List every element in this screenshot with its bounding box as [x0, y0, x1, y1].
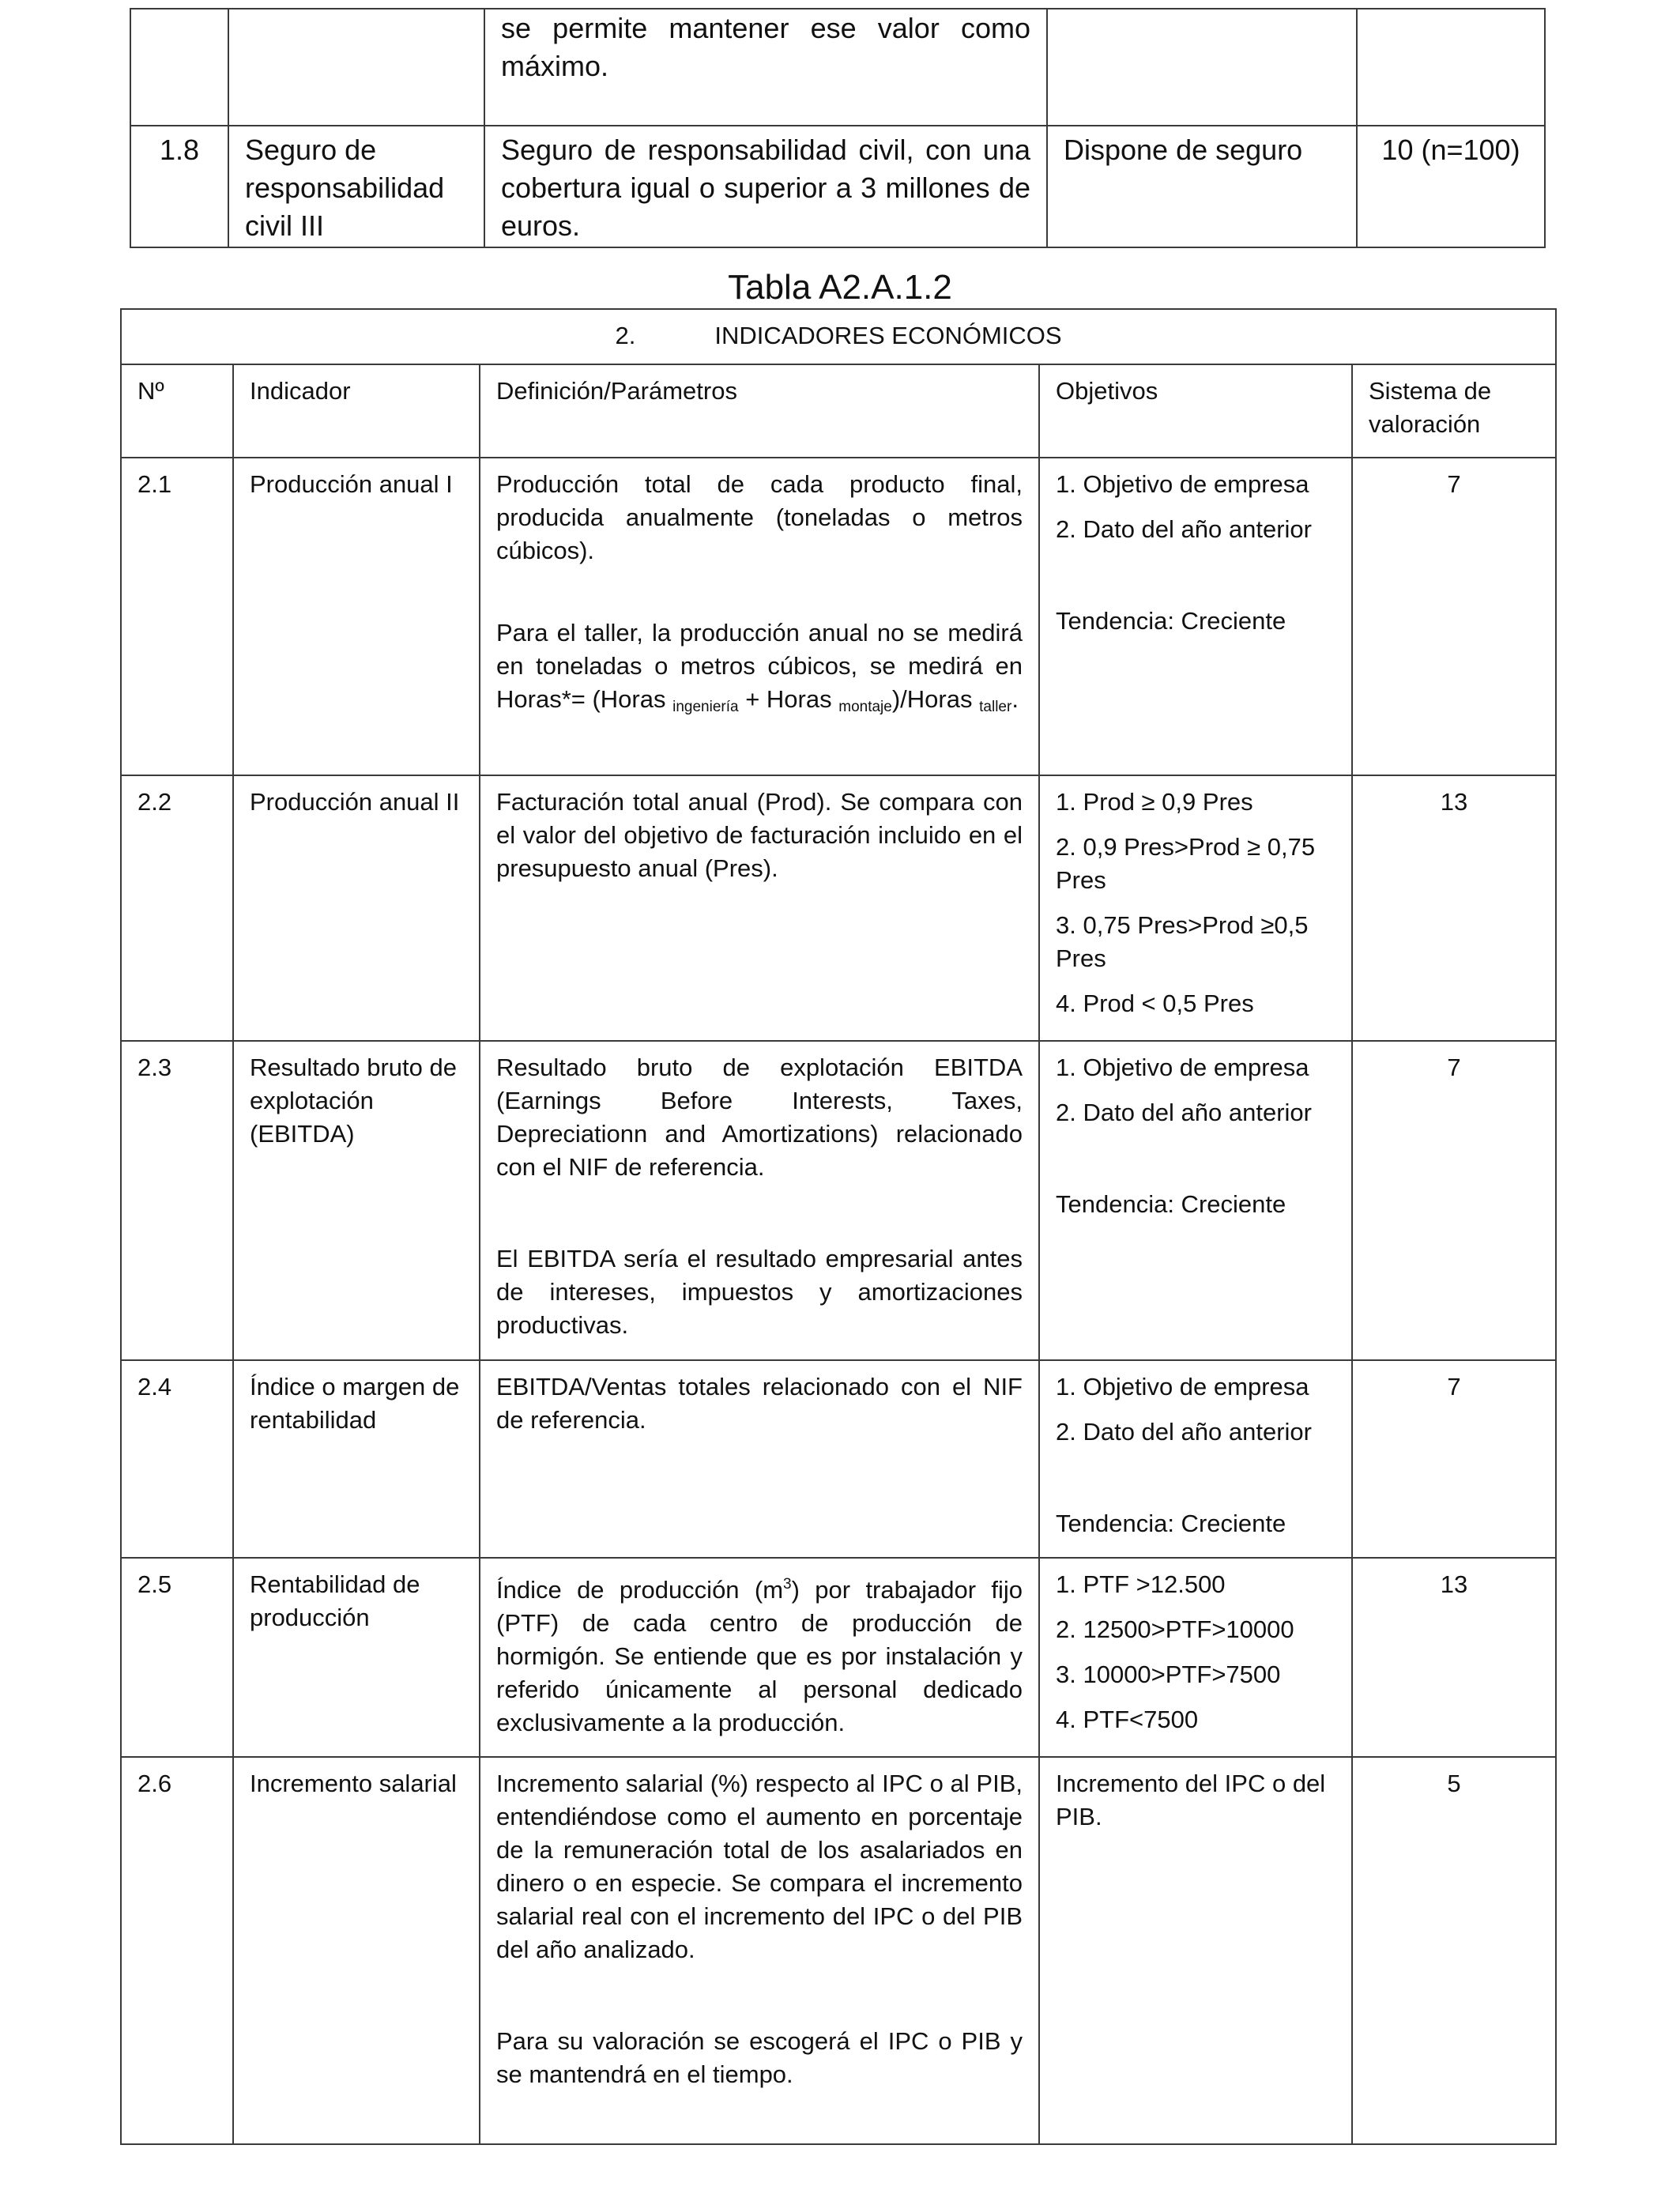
definition-text: ) por trabajador fijo (PTF) de cada centro de producción de hormigón. Se entiende que es por instalación y referido únicamente al personal dedicado exclusivamente a la producción.: [496, 1576, 1023, 1736]
row-number: [130, 9, 228, 126]
objective-item: 3. 10000>PTF>7500: [1056, 1661, 1281, 1688]
indicator-objectives: [1039, 775, 1352, 1041]
table-row: [130, 126, 1545, 247]
table-caption: Tabla A2.A.1.2: [728, 268, 952, 307]
definition-paragraph: Incremento salarial (%) respecto al IPC o al PIB, entendiéndose como el aumento en porcentaje de la remuneración total de los asalariados en dinero o en especie. Se compara el incremento salarial real con el incremento del IPC o del PIB del año analizado.: [496, 1770, 1023, 1963]
indicator-definition: Facturación total anual (Prod). Se compara con el valor del objetivo de facturación incluido en el presupuesto anual (Pres).: [480, 775, 1039, 1041]
indicator-score: 7: [1352, 1041, 1556, 1360]
indicator-score: 13: [1352, 775, 1556, 1041]
objective-item: 1. Objetivo de empresa: [1056, 1054, 1309, 1081]
section-title: [121, 309, 1556, 364]
row-number: 2.6: [121, 1757, 233, 2144]
row-number: 1.8: [130, 126, 228, 247]
header-indicator: Indicador: [233, 364, 480, 458]
table-row: [121, 775, 1556, 1041]
table-row: [121, 1041, 1556, 1360]
indicator-definition: Seguro de responsabilidad civil, con una cobertura igual o superior a 3 millones de euros.: [484, 126, 1047, 247]
superscript: 3: [783, 1576, 792, 1593]
indicator-objectives: [1039, 1041, 1352, 1360]
objective-trend: Tendencia: Creciente: [1056, 607, 1286, 635]
definition-text: )/Horas: [891, 685, 973, 713]
definition-paragraph: Producción total de cada producto final, producida anualmente (toneladas o metros cúbicos).: [496, 470, 1023, 564]
indicator-score: 7: [1352, 1360, 1556, 1558]
subscript: montaje: [838, 699, 892, 715]
definition-paragraph: El EBITDA sería el resultado empresarial antes de intereses, impuestos y amortizaciones productivas.: [496, 1245, 1023, 1339]
definition-text: Índice de producción (m: [496, 1576, 784, 1604]
header-score: Sistema de valoración: [1352, 364, 1556, 458]
objective-item: 1. Objetivo de empresa: [1056, 470, 1309, 498]
indicator-name: [228, 9, 484, 126]
section-header-row: [121, 309, 1556, 364]
indicator-name: Producción anual II: [233, 775, 480, 1041]
indicator-score: 5: [1352, 1757, 1556, 2144]
table-row: [130, 9, 1545, 126]
objective-item: 2. 0,9 Pres>Prod ≥ 0,75 Pres: [1056, 833, 1316, 894]
objective-item: 3. 0,75 Pres>Prod ≥0,5 Pres: [1056, 911, 1309, 972]
indicator-objective: Dispone de seguro: [1047, 126, 1357, 247]
indicator-objective: [1047, 9, 1357, 126]
indicator-name: Seguro de responsabilidad civil III: [228, 126, 484, 247]
definition-paragraph: [496, 616, 1023, 724]
objective-item: 1. Objetivo de empresa: [1056, 1373, 1309, 1400]
economic-indicators-table: [120, 308, 1557, 2145]
definition-text: Para el taller, la producción anual no se medirá en toneladas o metros cúbicos, se medirá en Horas*= (Horas: [496, 619, 1023, 713]
objective-item: 2. Dato del año anterior: [1056, 1099, 1312, 1126]
indicator-definition: [480, 1558, 1039, 1757]
indicator-objectives: [1039, 1360, 1352, 1558]
row-number: 2.3: [121, 1041, 233, 1360]
definition-text: .: [1011, 685, 1019, 713]
column-header-row: [121, 364, 1556, 458]
indicator-definition: [480, 1041, 1039, 1360]
objective-item: 1. Prod ≥ 0,9 Pres: [1056, 788, 1253, 816]
definition-text: + Horas: [745, 685, 832, 713]
definition-paragraph: Resultado bruto de explotación EBITDA (Earnings Before Interests, Taxes, Depreciationn and Amortizations) relacionado con el NIF de referencia.: [496, 1054, 1023, 1181]
subscript: ingeniería: [672, 699, 739, 715]
indicator-score: 10 (n=100): [1357, 126, 1545, 247]
indicator-definition: [480, 458, 1039, 775]
header-num: Nº: [121, 364, 233, 458]
indicator-name: Producción anual I: [233, 458, 480, 775]
previous-indicators-table: [130, 8, 1546, 248]
objective-item: 4. PTF<7500: [1056, 1706, 1199, 1733]
definition-paragraph: Para su valoración se escogerá el IPC o PIB y se mantendrá en el tiempo.: [496, 2027, 1023, 2088]
table-row: [121, 458, 1556, 775]
indicator-score: 13: [1352, 1558, 1556, 1757]
indicator-name: Incremento salarial: [233, 1757, 480, 2144]
objective-item: 2. 12500>PTF>10000: [1056, 1615, 1294, 1643]
indicator-name: Rentabilidad de producción: [233, 1558, 480, 1757]
indicator-score: [1357, 9, 1545, 126]
objective-item: 1. PTF >12.500: [1056, 1570, 1226, 1598]
table-row: [121, 1558, 1556, 1757]
indicator-definition: se permite mantener ese valor como máximo.: [484, 9, 1047, 126]
header-objectives: Objetivos: [1039, 364, 1352, 458]
row-number: 2.2: [121, 775, 233, 1041]
objective-item: 4. Prod < 0,5 Pres: [1056, 990, 1254, 1017]
indicator-definition: [480, 1757, 1039, 2144]
objective-item: 2. Dato del año anterior: [1056, 515, 1312, 543]
row-number: 2.4: [121, 1360, 233, 1558]
header-definition: Definición/Parámetros: [480, 364, 1039, 458]
objective-trend: Tendencia: Creciente: [1056, 1510, 1286, 1537]
row-number: 2.1: [121, 458, 233, 775]
indicator-objectives: [1039, 1558, 1352, 1757]
table-row: [121, 1360, 1556, 1558]
indicator-objectives: [1039, 458, 1352, 775]
row-number: 2.5: [121, 1558, 233, 1757]
section-number: 2.: [615, 322, 636, 349]
objective-item: Incremento del IPC o del PIB.: [1056, 1770, 1326, 1830]
table-row: [121, 1757, 1556, 2144]
indicator-name: Resultado bruto de explotación (EBITDA): [233, 1041, 480, 1360]
indicator-score: 7: [1352, 458, 1556, 775]
objective-item: 2. Dato del año anterior: [1056, 1418, 1312, 1446]
section-name: INDICADORES ECONÓMICOS: [714, 322, 1062, 349]
indicator-name: Índice o margen de rentabilidad: [233, 1360, 480, 1558]
objective-trend: Tendencia: Creciente: [1056, 1190, 1286, 1218]
indicator-objectives: [1039, 1757, 1352, 2144]
indicator-definition: EBITDA/Ventas totales relacionado con el NIF de referencia.: [480, 1360, 1039, 1558]
subscript: taller: [979, 699, 1012, 715]
